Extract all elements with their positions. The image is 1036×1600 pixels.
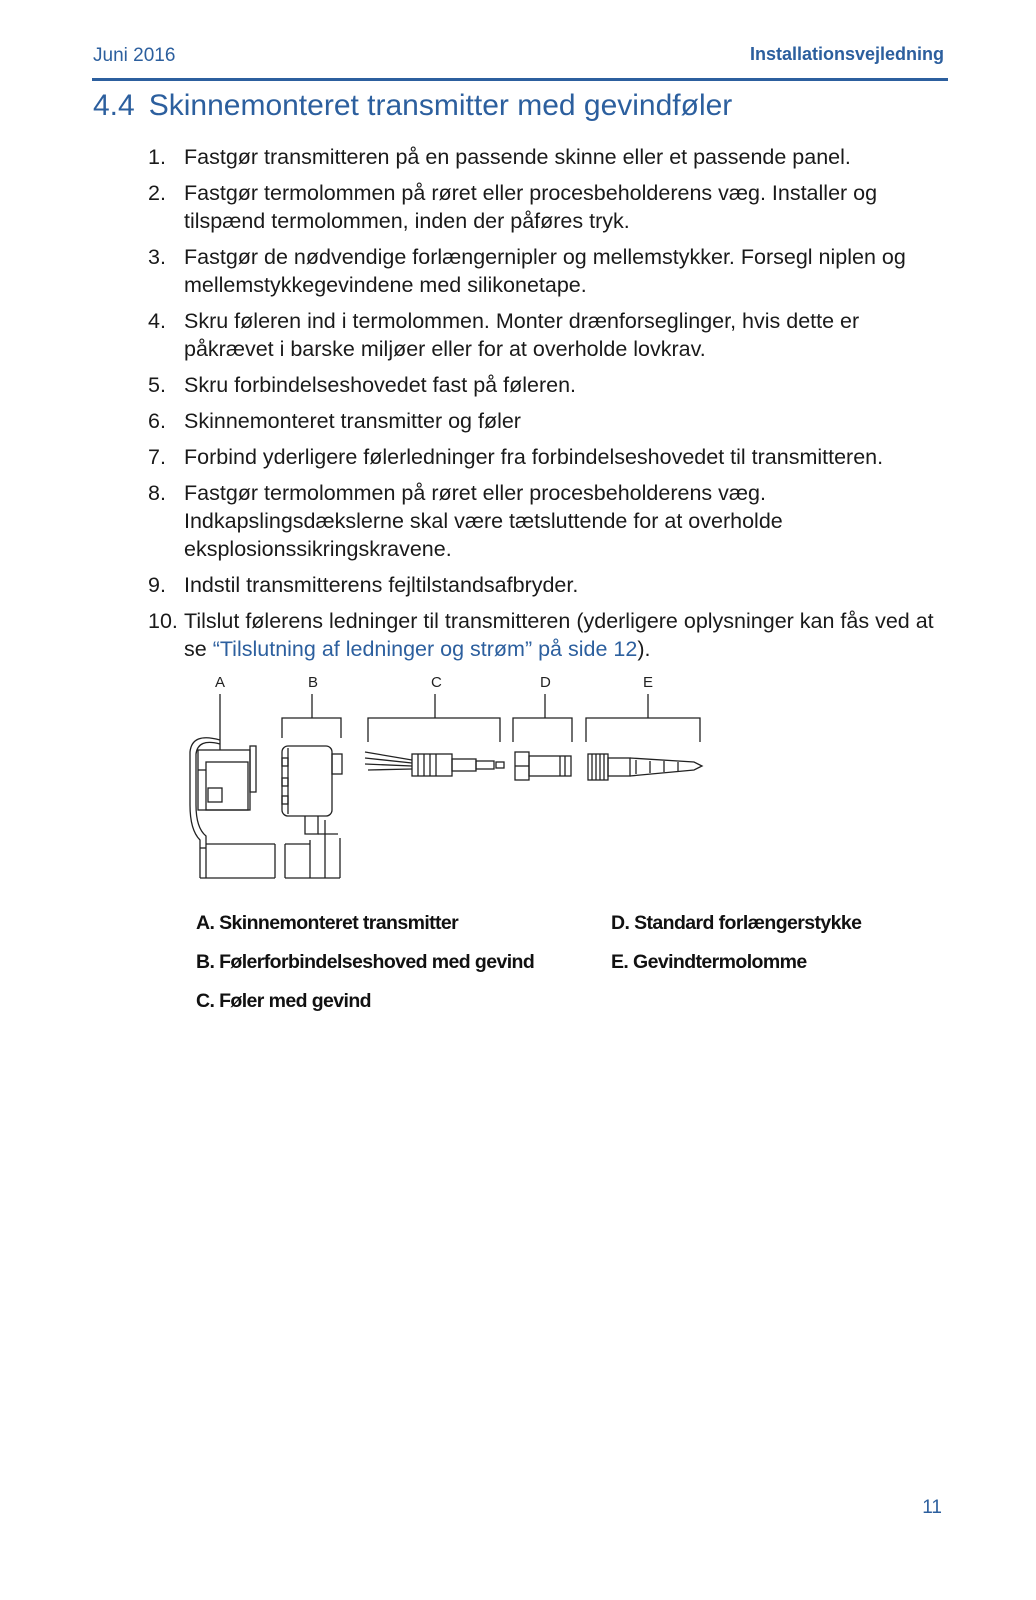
step-text: Fastgør de nødvendige forlængernipler og mellemstykker. Forsegl niplen og mellemstykkegevindene med silikonetape. (184, 245, 906, 297)
header-document-type: Installationsvejledning (749, 44, 944, 64)
step-number: 2. (148, 181, 166, 205)
step-text: Skru føleren ind i termolommen. Monter drænforseglinger, hvis dette er påkrævet i barske miljøer eller for at overholde lovkrav. (184, 309, 860, 361)
caption-c: C. Føler med gevind (196, 990, 371, 1012)
step-number: 8. (148, 481, 166, 505)
step-text: Skru forbindelseshovedet fast på føleren. (184, 373, 576, 397)
cross-reference-link[interactable]: “Tilslutning af ledninger og strøm” på side 12 (212, 637, 638, 661)
step-item (148, 243, 948, 299)
step-text: Fastgør termolommen på røret eller procesbeholderens væg. Installer og tilspænd termolommen, inden der påføres tryk. (184, 181, 878, 233)
figure-label-e: E (643, 674, 654, 691)
section-title (93, 89, 732, 123)
section-title-text: Skinnemonteret transmitter med gevindføler (148, 89, 733, 122)
step-item (148, 479, 948, 563)
step-number: 5. (148, 373, 166, 397)
caption-b: B. Følerforbindelseshoved med gevind (196, 951, 535, 973)
step-number: 9. (148, 573, 166, 597)
installation-steps (148, 143, 948, 671)
caption-e: E. Gevindtermolomme (611, 951, 807, 973)
caption-a: A. Skinnemonteret transmitter (196, 912, 459, 934)
step-item (148, 371, 948, 399)
step-number: 3. (148, 245, 166, 269)
step-item (148, 179, 948, 235)
step-number: 7. (148, 445, 166, 469)
step-text: Fastgør termolommen på røret eller procesbeholderens væg. Indkapslingsdækslerne skal være tætsluttende for at overholde eksplosionssikringskravene. (184, 481, 783, 561)
step-number: 4. (148, 309, 166, 333)
step-text-end: ). (637, 637, 651, 661)
page-number: 11 (922, 1497, 942, 1518)
caption-d: D. Standard forlængerstykke (611, 912, 862, 934)
step-item (148, 307, 948, 363)
assembly-figure (180, 670, 740, 890)
figure-label-b: B (308, 674, 319, 691)
step-number: 10. (148, 609, 178, 633)
step-text: Forbind yderligere følerledninger fra forbindelseshovedet til transmitteren. (184, 445, 884, 469)
step-text: Tilslut følerens ledninger til transmitteren (yderligere oplysninger kan fås ved at se (184, 609, 934, 661)
step-text: Indstil transmitterens fejltilstandsafbryder. (184, 573, 579, 597)
figure-label-c: C (431, 674, 442, 691)
figure-label-d: D (540, 674, 551, 691)
step-item (148, 407, 948, 435)
step-text: Skinnemonteret transmitter og føler (184, 409, 521, 433)
step-item (148, 607, 948, 663)
step-item (148, 443, 948, 471)
step-item (148, 143, 948, 171)
step-number: 1. (148, 145, 166, 169)
figure-label-a: A (215, 674, 226, 691)
assembly-drawing (180, 670, 740, 890)
step-text: Fastgør transmitteren på en passende skinne eller et passende panel. (184, 145, 851, 169)
step-item (148, 571, 948, 599)
header-date: Juni 2016 (93, 45, 176, 66)
header-divider (92, 78, 948, 81)
section-number: 4.4 (93, 89, 135, 122)
step-number: 6. (148, 409, 166, 433)
